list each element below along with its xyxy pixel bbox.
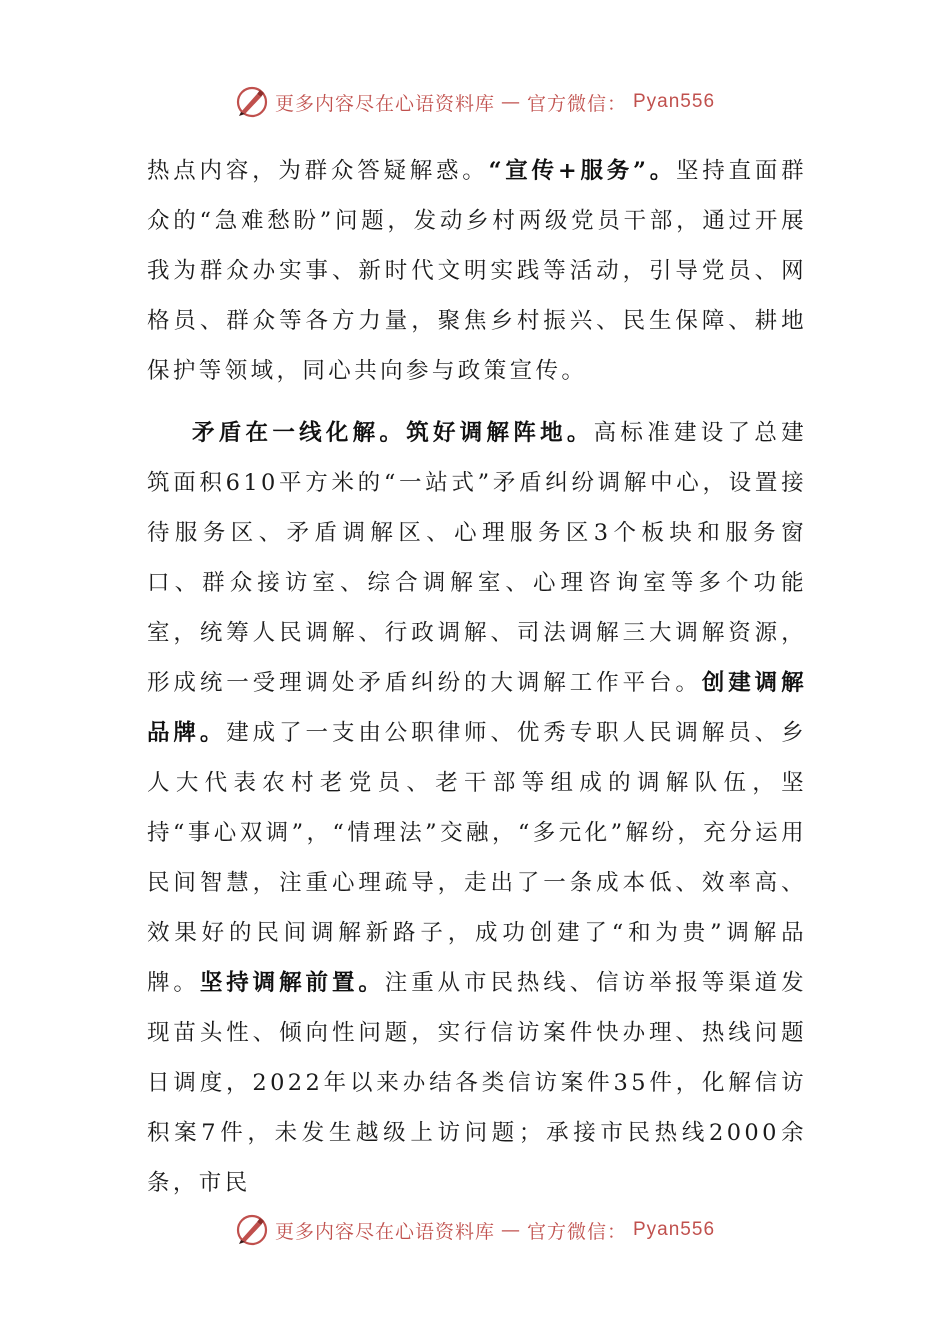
text-segment: 热点内容，为群众答疑解惑。: [147, 158, 489, 184]
wechat-id: Pyan556: [633, 1219, 716, 1240]
pen-logo-icon: [235, 1213, 269, 1247]
text-segment: 建成了一支由公职律师、优秀专职人民调解员、乡人大代表农村老党员、老干部等组成的调解队伍，坚持“事心双调”，“情理法”交融，“多元化”解纷，充分运用民间智慧，注重心理疏导，走出了一条成本低、效率高、效果好的民间调解新路子，成功创建了“和为贵”调解品牌。: [147, 720, 807, 996]
pen-logo-icon: [235, 85, 269, 119]
bold-heading-segment: 矛盾在一线化解。筑好调解阵地。: [192, 420, 594, 446]
footer-banner: [0, 1210, 950, 1250]
banner-dash: —: [500, 1219, 521, 1241]
wechat-label: 官方微信：: [526, 92, 627, 115]
header-banner: [0, 82, 950, 122]
wechat-id: Pyan556: [633, 91, 716, 112]
banner-dash: —: [500, 91, 521, 113]
bold-heading-segment: “宣传+服务”。: [488, 158, 676, 184]
text-segment: 坚持直面群众的“急难愁盼”问题，发动乡村两级党员干部，通过开展我为群众办实事、新时代文明实践等活动，引导党员、网格员、群众等各方力量，聚焦乡村振兴、民生保障、耕地保护等领域，同心共向参与政策宣传。: [147, 158, 807, 384]
paragraph-2: [147, 408, 807, 1208]
bold-heading-segment: 坚持调解前置。: [199, 970, 385, 996]
document-body: [147, 146, 807, 1208]
banner-text: 更多内容尽在心语资料库: [274, 92, 495, 115]
text-segment: 高标准建设了总建筑面积610平方米的“一站式”矛盾纠纷调解中心，设置接待服务区、矛盾调解区、心理服务区3个板块和服务窗口、群众接访室、综合调解室、心理咨询室等多个功能室，统筹人民调解、行政调解、司法调解三大调解资源，形成统一受理调处矛盾纠纷的大调解工作平台。: [147, 420, 807, 696]
banner-text: 更多内容尽在心语资料库: [274, 1220, 495, 1243]
paragraph-1: [147, 146, 807, 396]
text-segment: 注重从市民热线、信访举报等渠道发现苗头性、倾向性问题，实行信访案件快办理、热线问题日调度，2022年以来办结各类信访案件35件，化解信访积案7件，未发生越级上访问题；承接市民热线2000余条，市民: [147, 970, 807, 1196]
wechat-label: 官方微信：: [526, 1220, 627, 1243]
bold-heading-segment: 创建调解品牌。: [147, 670, 807, 746]
